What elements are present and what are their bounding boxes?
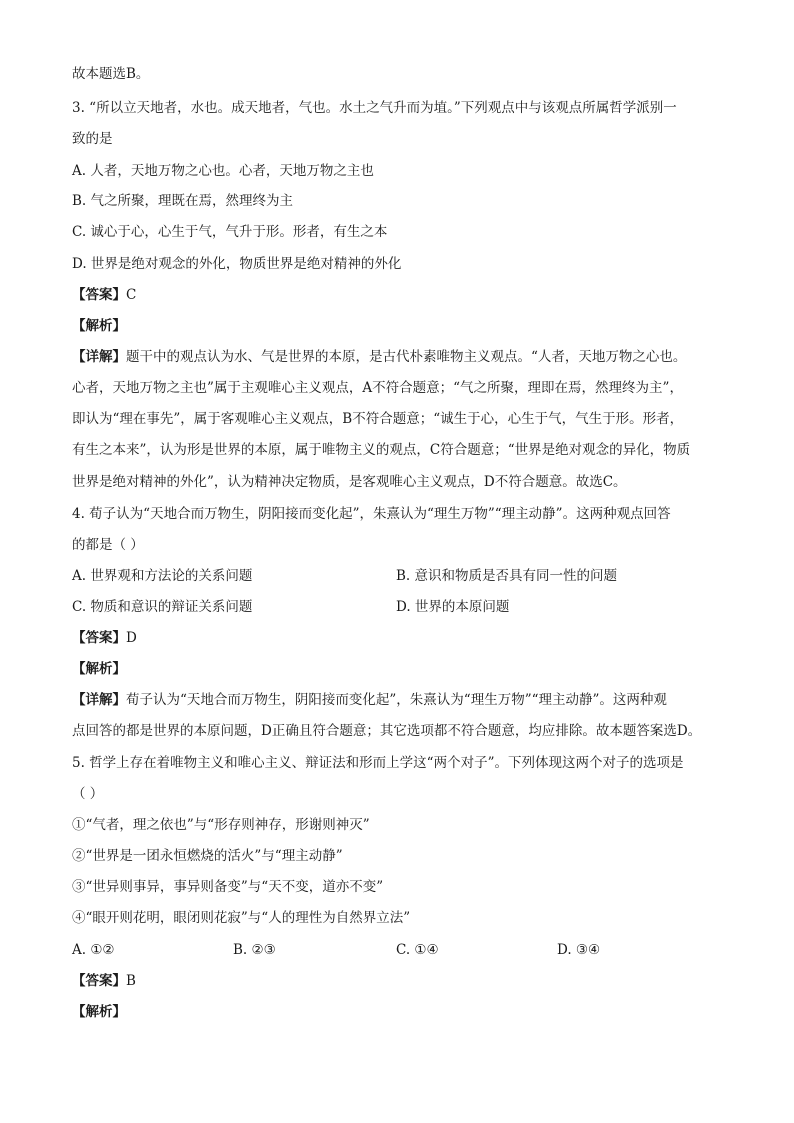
q3-answer-value: C [126, 287, 137, 303]
q5-answer [72, 971, 732, 991]
q5-analysis-tag: 【解析】 [72, 1004, 126, 1020]
q3-detail-line2: 心者，天地万物之主也”属于主观唯心主义观点，A不符合题意；“气之所聚，理即在焉，然理终为主”， [72, 380, 683, 396]
q4-answer [72, 628, 732, 648]
q5-stem-line1: 5. 哲学上存在着唯物主义和唯心主义、辩证法和形而上学这“两个对子”。下列体现这两个对子的选项是 [72, 755, 684, 771]
q5-option-c: C. ①④ [396, 942, 439, 958]
q4-stem-line1: 4. 荀子认为“天地合而万物生，阴阳接而变化起”，朱熹认为“理生万物”“理主动静”。这两种观点回答 [72, 506, 671, 522]
q5-item-4: ④“眼开则花明，眼闭则花寂”与“人的理性为自然界立法” [72, 910, 411, 926]
q4-answer-value: D [126, 630, 137, 646]
q3-option-c: C. 诚心于心，心生于气，气升于形。形者，有生之本 [72, 224, 388, 240]
q4-detail-tag: 【详解】 [72, 692, 126, 708]
q4-stem-line2: 的都是（ ） [72, 537, 144, 553]
q3-stem-line1: 3. “所以立天地者，水也。成天地者，气也。水土之气升而为埴。”下列观点中与该观点所属哲学派别一 [72, 100, 677, 116]
q4-option-b: B. 意识和物质是否具有同一性的问题 [396, 568, 618, 584]
q5-option-b: B. ②③ [233, 942, 276, 958]
q3-detail-tag: 【详解】 [72, 349, 126, 365]
q4-detail-line2: 点回答的都是世界的本原问题，D正确且符合题意；其它选项都不符合题意，均应排除。故本题答案选D。 [72, 723, 702, 739]
q3-detail-line5: 世界是绝对精神的外化”，认为精神决定物质，是客观唯心主义观点，D不符合题意。故选C。 [72, 474, 627, 490]
q5-answer-value: B [126, 973, 136, 989]
q3-option-a: A. 人者，天地万物之心也。心者，天地万物之主也 [72, 163, 374, 179]
q4-option-a: A. 世界观和方法论的关系问题 [72, 568, 253, 584]
q5-item-2: ②“世界是一团永恒燃烧的活火”与“理主动静” [72, 848, 343, 864]
q4-detail-line1 [72, 690, 732, 710]
q5-item-1: ①“气者，理之依也”与“形存则神存，形谢则神灭” [72, 817, 370, 833]
q3-option-b: B. 气之所聚，理既在焉，然理终为主 [72, 193, 294, 209]
q3-detail-line4: 有生之本来”，认为形是世界的本原，属于唯物主义的观点，C符合题意；“世界是绝对观念的异化，物质 [72, 442, 691, 458]
q4-option-c: C. 物质和意识的辩证关系问题 [72, 599, 253, 615]
q5-option-a: A. ①② [72, 942, 115, 958]
q3-detail-text1: 题干中的观点认为水、气是世界的本原，是古代朴素唯物主义观点。“人者，天地万物之心也。 [126, 349, 687, 365]
q5-stem-line2: （ ） [72, 786, 104, 802]
q3-detail-line3: 即认为“理在事先”，属于客观唯心主义观点，B不符合题意；“诚生于心，心生于气，气生于形。形者， [72, 411, 684, 427]
q3-analysis-tag: 【解析】 [72, 318, 126, 334]
intro-conclusion: 故本题选B。 [72, 66, 150, 82]
q3-answer [72, 285, 732, 305]
q4-detail-text1: 荀子认为“天地合而万物生，阴阳接而变化起”，朱熹认为“理生万物”“理主动静”。这两种观 [126, 692, 667, 708]
q5-option-d: D. ③④ [557, 942, 601, 958]
q3-answer-tag: 【答案】 [72, 287, 126, 303]
q3-option-d: D. 世界是绝对观念的外化，物质世界是绝对精神的外化 [72, 256, 402, 272]
q4-option-d: D. 世界的本原问题 [396, 599, 510, 615]
q3-stem-line2: 致的是 [72, 131, 113, 147]
q4-answer-tag: 【答案】 [72, 630, 126, 646]
q4-analysis-tag: 【解析】 [72, 661, 126, 677]
q3-detail-line1 [72, 347, 732, 367]
q5-item-3: ③“世异则事异，事异则备变”与“天不变，道亦不变” [72, 879, 384, 895]
q5-answer-tag: 【答案】 [72, 973, 126, 989]
